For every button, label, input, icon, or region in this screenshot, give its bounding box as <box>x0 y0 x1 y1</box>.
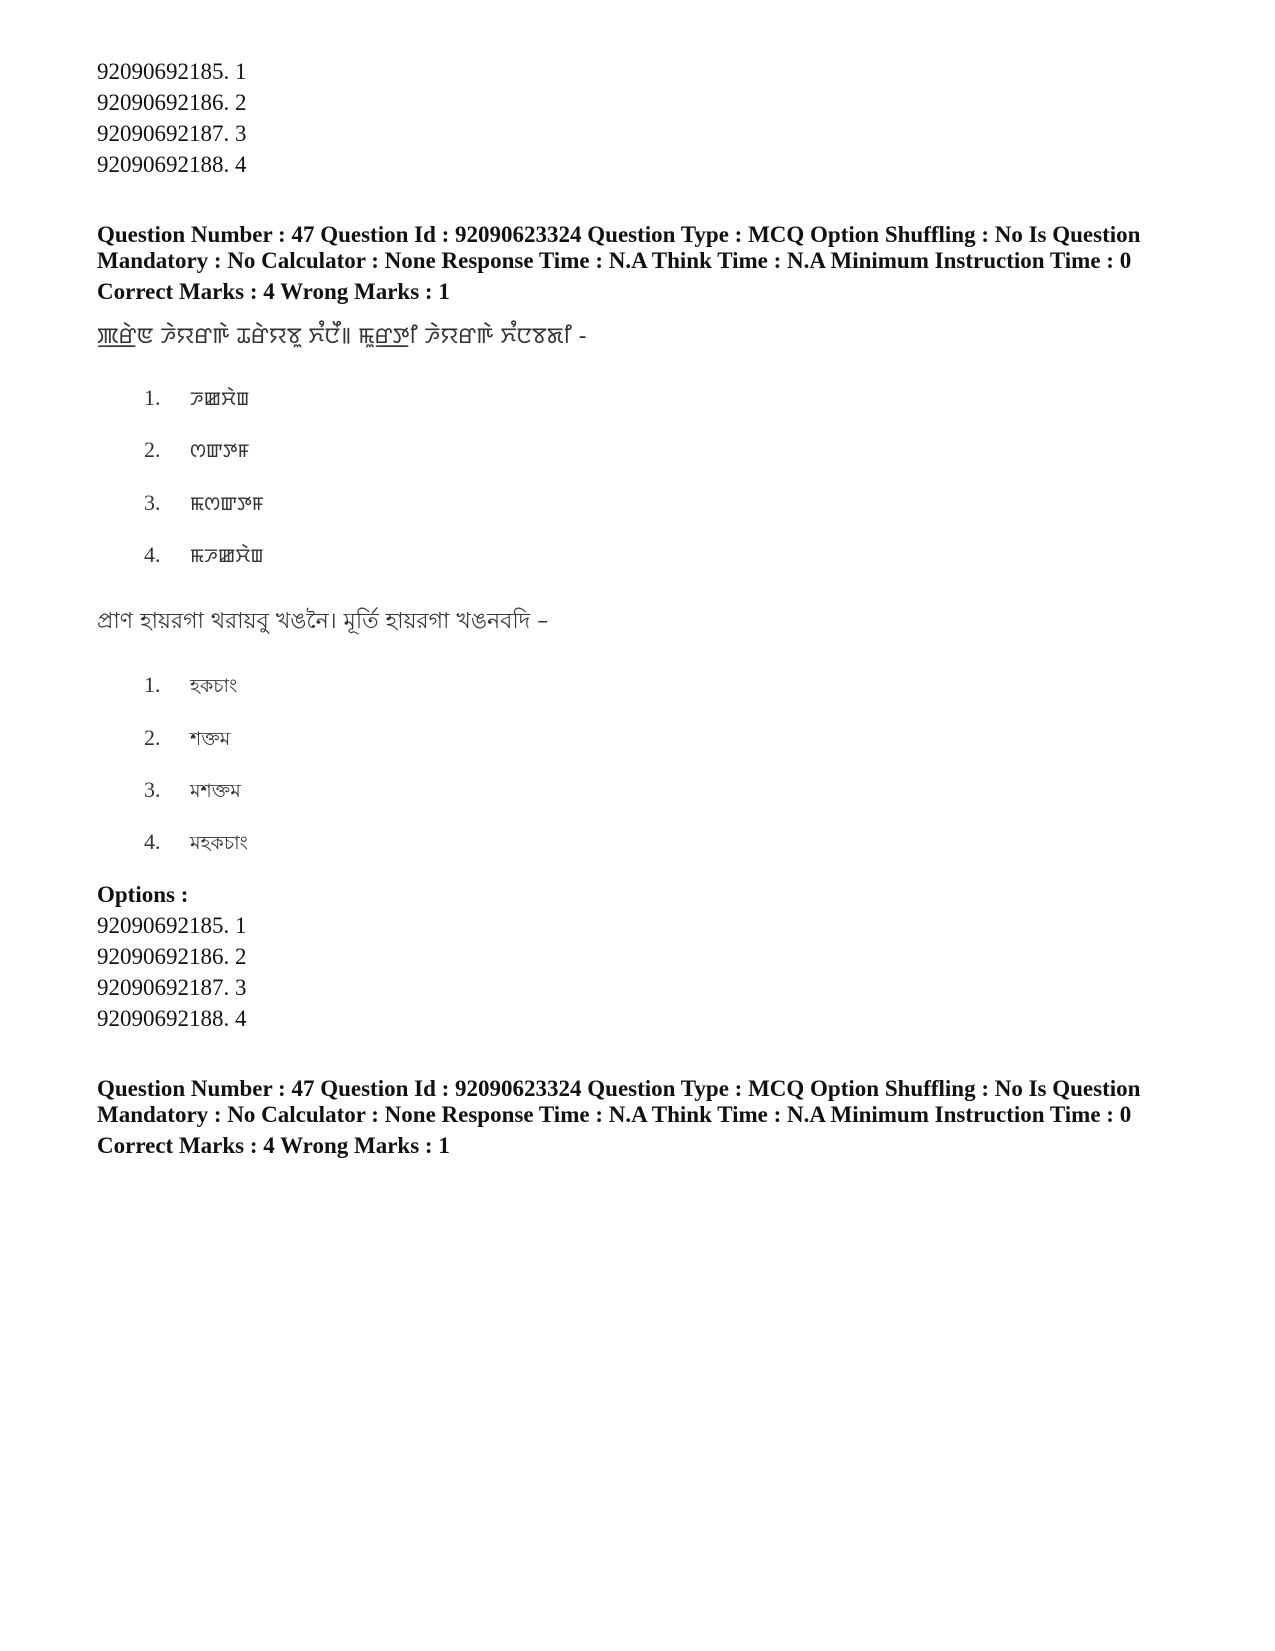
bengali-option <box>144 829 248 861</box>
option-text: শক্তম <box>190 728 231 750</box>
option-id-line: 92090692188. 4 <box>97 152 247 177</box>
meitei-question-text: ꯄ꯭ꯔꯥꯟ ꯍꯥꯌꯔꯒꯥ ꯊꯔꯥꯌꯕꯨ ꯈꯪꯅꯩ꯫ ꯃꯨꯔ꯭ꯇꯤ ꯍꯥꯌꯔꯒꯥ ꯈꯪꯅꯕꯗꯤ - <box>97 324 587 349</box>
option-number: 2. <box>144 725 161 750</box>
option-number: 4. <box>144 542 161 567</box>
option-text: ꯁꯛꯇꯝ <box>190 440 250 462</box>
bengali-question-text: প্রাণ হায়রগা থরায়বু খঙনৈ। মূর্তি হায়রগা খঙনবদি – <box>97 609 549 634</box>
bengali-option <box>144 777 241 809</box>
bengali-option <box>144 725 230 757</box>
option-text: হকচাং <box>190 675 238 697</box>
meitei-option <box>144 437 249 464</box>
question-header-line2: Mandatory : No Calculator : None Response Time : N.A Think Time : N.A Minimum Instruction Time : 0 <box>97 248 1132 273</box>
option-number: 2. <box>144 437 161 462</box>
options-label: Options : <box>97 882 189 907</box>
meitei-option <box>144 542 264 569</box>
option-text: ꯍꯀꯆꯥꯡ <box>190 388 250 410</box>
option-number: 4. <box>144 829 161 854</box>
option-text: মহকচাং <box>190 832 248 854</box>
option-number: 1. <box>144 672 161 697</box>
question-marks-line: Correct Marks : 4 Wrong Marks : 1 <box>97 279 450 304</box>
bengali-option <box>144 672 237 704</box>
option-id-line: 92090692187. 3 <box>97 121 247 146</box>
option-text: মশক্তম <box>190 780 241 802</box>
question-header-line1: Question Number : 47 Question Id : 92090623324 Question Type : MCQ Option Shuffling : No Is Question <box>97 222 1141 247</box>
meitei-option <box>144 385 249 412</box>
question-marks-line: Correct Marks : 4 Wrong Marks : 1 <box>97 1133 450 1158</box>
option-number: 3. <box>144 490 161 515</box>
option-id-line: 92090692187. 3 <box>97 975 247 1000</box>
meitei-option <box>144 490 264 517</box>
option-text: ꯃꯍꯀꯆꯥꯡ <box>190 545 264 567</box>
option-id-line: 92090692188. 4 <box>97 1006 247 1031</box>
option-id-line: 92090692186. 2 <box>97 90 247 115</box>
option-number: 1. <box>144 385 161 410</box>
option-number: 3. <box>144 777 161 802</box>
option-id-line: 92090692186. 2 <box>97 944 247 969</box>
option-id-line: 92090692185. 1 <box>97 59 247 84</box>
option-text: ꯃꯁꯛꯇꯝ <box>190 493 264 515</box>
option-id-line: 92090692185. 1 <box>97 913 247 938</box>
question-header-line1: Question Number : 47 Question Id : 92090623324 Question Type : MCQ Option Shuffling : No Is Question <box>97 1076 1141 1101</box>
question-header-line2: Mandatory : No Calculator : None Response Time : N.A Think Time : N.A Minimum Instruction Time : 0 <box>97 1102 1132 1127</box>
